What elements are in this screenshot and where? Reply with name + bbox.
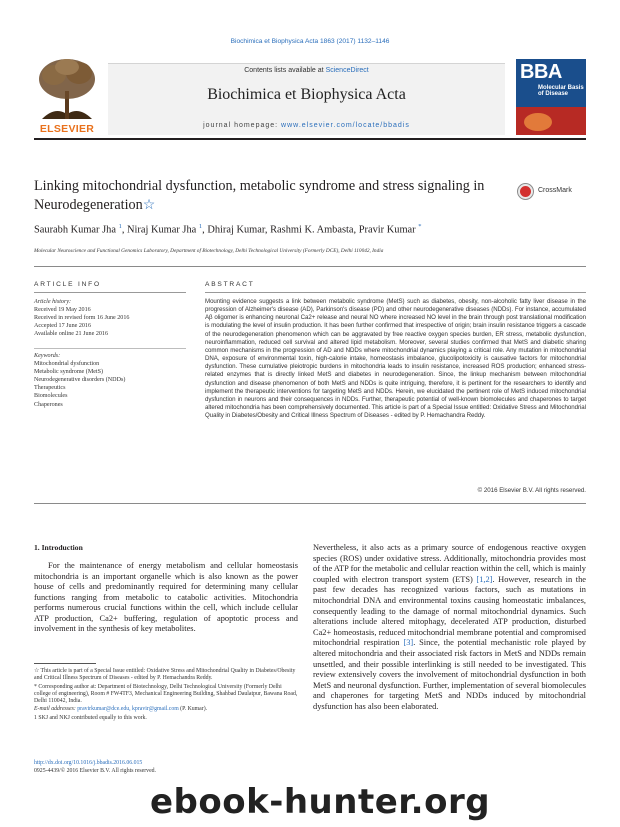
email-label: E-mail addresses: (34, 706, 78, 713)
divider (34, 266, 586, 267)
affiliation: Molecular Neuroscience and Functional Genomics Laboratory, Department of Biotechnology, Delhi Technological University (Formerly DCE), Delhi 110042, India (34, 248, 384, 254)
section-heading: 1. Introduction (34, 543, 83, 552)
divider (34, 292, 186, 293)
divider (205, 292, 586, 293)
masthead (34, 55, 586, 135)
author-list: Saurabh Kumar Jha $^1$, Niraj Kumar Jha $^1$, Dhiraj Kumar, Rashmi K. Ambasta, Pravir Kumar * (34, 223, 422, 236)
author-footnote-mark[interactable]: 1 (198, 223, 203, 230)
author-name[interactable]: Niraj Kumar Jha (127, 224, 197, 236)
keywords (34, 352, 186, 409)
contents-line (108, 67, 505, 74)
cover-title: BBA (520, 61, 562, 83)
journal-citation[interactable]: Biochimica et Biophysica Acta 1863 (2017) 1132–1146 (230, 38, 390, 45)
homepage-prefix: journal homepage: (203, 122, 282, 129)
abstract-heading: ABSTRACT (205, 281, 255, 288)
author-name[interactable]: Rashmi K. Ambasta (270, 224, 354, 236)
email-link[interactable]: pravirkumar@dce.edu, kpravir@gmail.com (77, 706, 179, 713)
journal-cover-image[interactable] (516, 59, 586, 135)
citation-link[interactable]: [1,2] (476, 574, 493, 584)
body-paragraph (313, 543, 586, 713)
issn-line: 0925-4439/© 2016 Elsevier B.V. All rights reserved. (34, 767, 156, 774)
keyword-item: Therapeutics (34, 385, 66, 392)
title-footnote-mark[interactable]: ☆ (142, 197, 156, 213)
keywords-label: Keywords: (34, 353, 61, 359)
article-info-heading: ARTICLE INFO (34, 281, 101, 288)
masthead-box (108, 63, 505, 135)
footnote-email (34, 706, 298, 713)
footnote: * Corresponding author at: Department of Biotechnology, Delhi Technological University (Formerly Delhi college of engineering), Room # FW4TF3, Mechanical Engineering Building, Shahbad Daulatpur, Bawana Road, Delhi 110042, India. (34, 683, 298, 705)
citation-link[interactable]: [3] (403, 638, 414, 648)
tree-icon (34, 57, 100, 121)
author-name[interactable]: Pravir Kumar (358, 224, 416, 236)
author-name[interactable]: Saurabh Kumar Jha (34, 224, 116, 236)
crossmark-badge[interactable] (518, 184, 586, 200)
elsevier-logo[interactable] (34, 57, 100, 135)
divider (34, 503, 586, 504)
doi-block (34, 760, 334, 775)
header-divider (34, 138, 586, 140)
footnote: 1 SKJ and NKJ contributed equally to this work. (34, 714, 147, 721)
homepage-line (108, 122, 505, 129)
footnotes (34, 668, 298, 723)
article-history (34, 298, 186, 338)
contents-prefix: Contents lists available at (244, 67, 326, 74)
keyword-item: Biomolecules (34, 393, 68, 400)
crossmark-label: CrossMark (538, 187, 572, 194)
keyword-item: Neurodegenerative disorders (NDDs) (34, 377, 126, 384)
body-paragraph: For the maintenance of energy metabolism and cellular homeostasis mitochondria is an important organelle which is also known as the power house of cells and predominantly required for determining many cellular functions ranging from metabolic to catabolic activities. Mitochondria performs numerous crucial functions within the cell, which include cellular ATP production, Ca2+ buffering, regulation of apoptotic process and involvement in the synthesis of key metabolites. (34, 561, 298, 633)
cover-subtitle: Molecular Basis of Disease (538, 85, 584, 98)
keyword-item: Mitochondrial dysfunction (34, 361, 100, 368)
crossmark-icon (518, 184, 533, 199)
abstract-text: Mounting evidence suggests a link between metabolic syndrome (MetS) such as diabetes, obesity, non-alcoholic fatty liver disease in the progression of Alzheimer's disease (AD), Parkinson's disease (PD) and other neurodegenerative diseases (NDDs). For instance, accumulated Aβ oligomer is enhancing neuronal Ca2+ release and neural NO where increased NO level in the brain through post translational modification is modulating the level of insulin production. It has been further confirmed that irrespective of origin; brain insulin resistance triggers a cascade of the neurodegeneration phenomenon which can be aggravated by free reactive oxygen species burden, ER stress, metabolic dysfunction, neuroinflammation, reduced cell survival and altered lipid metabolism. Moreover, several studies confirmed that MetS and diabetic sharing common mechanisms in the progression of AD and NDDs where mitochondrial dynamics playing a critical role. Any mutation in mitochondrial DNA, exposure of environmental toxin, high-calorie intake, homeostasis imbalance, glucolipotoxicity is causative factors for mitochondrial dysfunction. These cumulative pleiotropic burdens in mitochondria leads to insulin resistance, increased ROS production; enhanced stress-related enzymes that is directly linked MetS and diabetes in neurodegeneration. Since, the linkup mechanism between mitochondrial dysfunction and disease phenomenon of both MetS and NDDs is quite intriguing, therefore, it is pertinent for the researchers to identify and implement the therapeutic interventions for targeting MetS and NDDs. Herein, we elucidated the pertinent role of MetS induced mitochondrial dysfunction in neurons and their consequences in NDDs. Further, therapeutic potential of well-known biomolecules and chaperones to target altered mitochondria has been comprehensively documented. This article is part of a Special Issue entitled: Oxidative Stress and Mitochondrial Quality in Diabetes/Obesity and Critical Illness Spectrum of Diseases - edited by P. Hemachandra Reddy. (205, 298, 587, 420)
article-title (34, 177, 504, 215)
body-text: . Since, the potential mechanistic role played by altered mitochondria and their associated risk factors in MetS and NDDs remain unsettled, and their possible interlinking is still needed to be investigated. This review extensively covers the involvement of mitochondrial dysfunction in both MetS and neuronal dysfunction. Further, implementation of several biomolecules and chaperones for targeting MetS and NDDs induced by mitochondrial dysfunction has also been elaborated. (313, 638, 586, 711)
divider (34, 348, 186, 349)
sciencedirect-link[interactable]: ScienceDirect (325, 67, 369, 74)
history-item: Received in revised form 16 June 2016 (34, 315, 130, 322)
history-label: Article history: (34, 299, 72, 305)
body-text: . However, research in the past few decades has recognized various factors, such as mutations in mitochondrial DNA and environmental toxins causing homeostatic imbalances, consequently leading to the damage of normal mitochondrial dynamics. Such alterations include altered mitophagy, decelerated ATP production, disturbed Ca2+ homeostasis, reduced mitochondrial membrane potential and compromised mitochondrial respiration (313, 574, 587, 648)
article-title-text: Linking mitochondrial dysfunction, metabolic syndrome and stress signaling in Neurodegeneration (34, 178, 485, 213)
footnote-divider (34, 663, 96, 664)
author-name[interactable]: Dhiraj Kumar (207, 224, 265, 236)
journal-title: Biochimica et Biophysica Acta (207, 86, 406, 103)
corresponding-author-mark[interactable]: * (418, 223, 422, 230)
elsevier-wordmark: ELSEVIER (39, 123, 95, 135)
homepage-link[interactable]: www.elsevier.com/locate/bbadis (281, 122, 410, 129)
footnote: ☆ This article is part of a Special Issue entitled: Oxidative Stress and Mitochondrial Quality in Diabetes/Obesity and Critical Illness Spectrum of Diseases - edited by P. Hemachandra Reddy. (34, 668, 296, 682)
cover-graphic (516, 107, 586, 135)
keyword-item: Chaperones (34, 401, 63, 408)
copyright: © 2016 Elsevier B.V. All rights reserved. (477, 487, 586, 494)
history-item: Accepted 17 June 2016 (34, 323, 92, 330)
body-text: Nevertheless, it also acts as a primary source of endogenous reactive oxygen species (ROS) under oxidative stress. Additionally, mitochondria provides most of the ATP for the metabolic and cellular reaction within the cell, which is mainly coupled with electron transport system (ETS) (313, 543, 586, 584)
doi-link[interactable]: http://dx.doi.org/10.1016/j.bbadis.2016.06.015 (34, 760, 143, 766)
history-item: Available online 21 June 2016 (34, 331, 109, 338)
author-footnote-mark[interactable]: 1 (118, 223, 122, 230)
watermark: ebook-hunter.org (150, 782, 491, 822)
history-item: Received 19 May 2016 (34, 307, 91, 314)
email-suffix: (P. Kumar). (178, 706, 208, 713)
keyword-item: Metabolic syndrome (MetS) (34, 369, 104, 376)
